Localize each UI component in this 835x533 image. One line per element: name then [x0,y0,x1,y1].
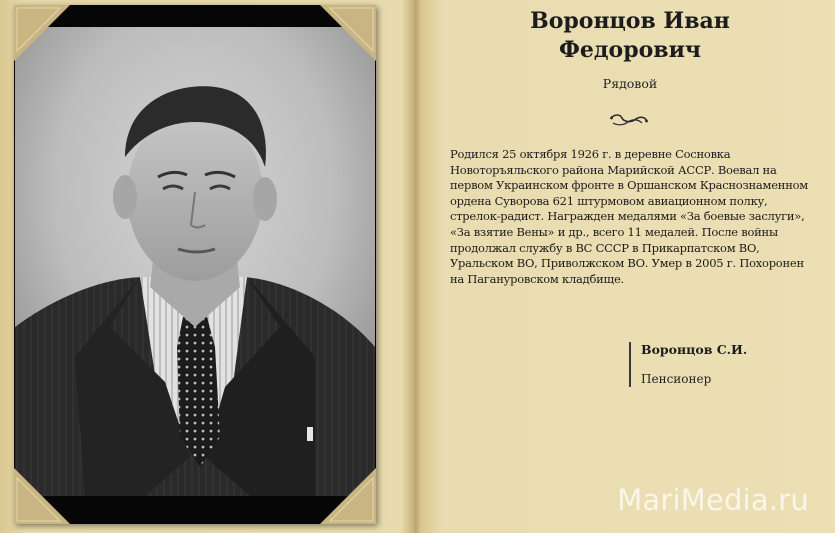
photo-corner-icon [320,5,376,61]
portrait-photo [15,27,375,496]
author-role: Пенсионер [641,372,712,386]
photo-corner-icon [14,468,70,524]
author-name: Воронцов С.И. [641,342,748,357]
portrait-photo-image [15,27,375,496]
portrait-photo-frame [14,5,376,524]
person-biography: Родился 25 октября 1926 г. в деревне Сосновка Новоторъяльского района Марийской АССР. Воевал на первом Украинском фронте в Оршанском Краснознаменном ордена Суворова 621 штурмовом авиационном полку, стрелок-радист. Награжден медалями «За боевые заслуги», «За взятие Вены» и др., всего 11 медалей. После войны продолжал службу в ВС СССР в Прикарпатском ВО, Уральском ВО, Приволжском ВО. Умер в 2005 г. Похоронен на Пагануровском кладбище. [450,147,808,286]
right-page [420,0,835,533]
author-block [629,342,747,387]
person-name: Воронцов Иван Федорович [530,8,730,63]
person-rank: Рядовой [602,76,658,91]
photo-corner-icon [320,468,376,524]
photo-corner-icon [14,5,70,61]
flourish-divider-icon [609,111,649,129]
site-watermark: MariMedia.ru [617,483,809,517]
